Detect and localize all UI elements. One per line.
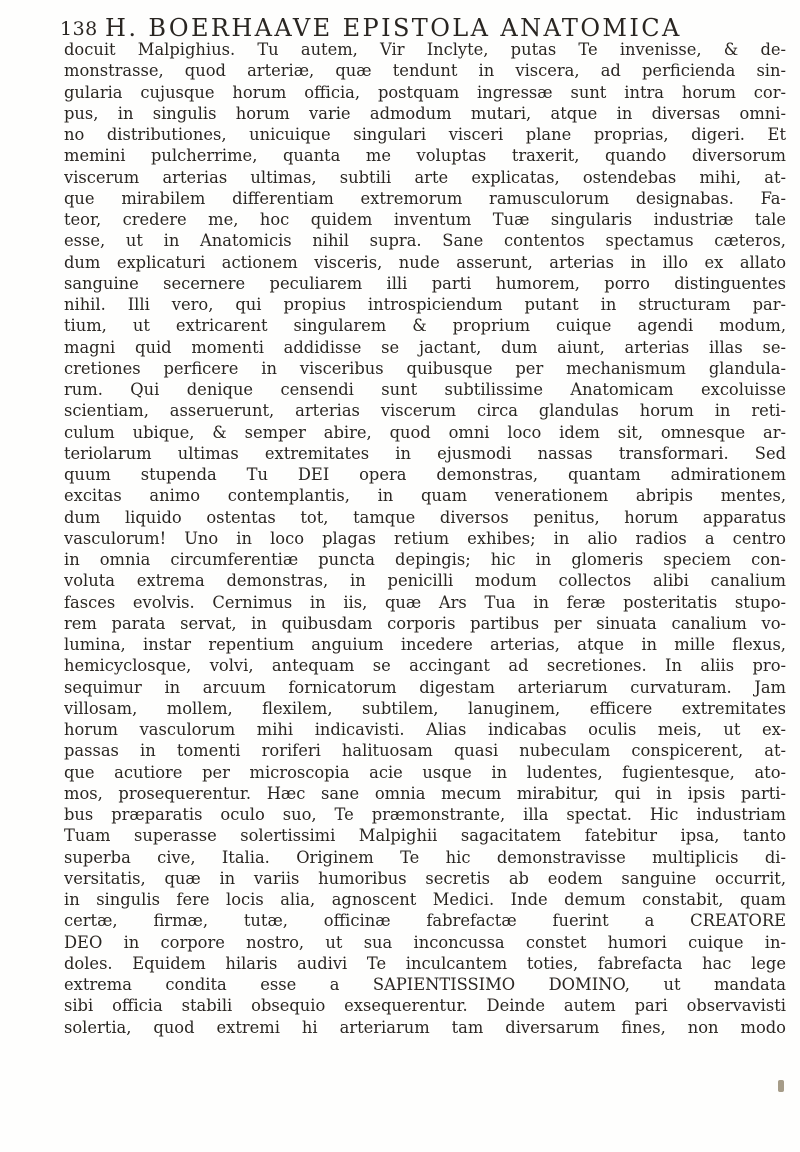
text-line: gularia cujusque horum officia, postquam ingressæ sunt intra horum cor- (64, 82, 786, 102)
text-line: fasces evolvis. Cernimus in iis, quæ Ars Tua in feræ posteritatis stupo- (64, 592, 786, 612)
text-line: DEO in corpore nostro, ut sua inconcussa constet humori cuique in- (64, 932, 786, 952)
text-line: pus, in singulis horum varie admodum mutari, atque in diversas omni- (64, 103, 786, 123)
text-line: voluta extrema demonstras, in penicilli modum collectos alibi canalium (64, 571, 786, 591)
text-line: nihil. Illi vero, qui propius introspiciendum putant in structuram par- (64, 295, 786, 314)
text-line: esse, ut in Anatomicis nihil supra. Sane contentos spectamus cæteros, (64, 231, 786, 251)
text-line: lumina, instar repentium anguium incedere arterias, atque in mille flexus, (64, 635, 786, 654)
text-line: monstrasse, quod arteriæ, quæ tendunt in viscera, ad perficienda sin- (64, 61, 786, 81)
text-line: magni quid momenti addidisse se jactant, dum aiunt, arterias illas se- (64, 337, 786, 357)
page-number: 138 (60, 18, 98, 40)
text-line: quum stupenda Tu DEI opera demonstras, quantam admirationem (64, 465, 786, 484)
text-line: dum liquido ostentas tot, tamque diversos penitus, horum apparatus (64, 507, 786, 527)
page-header (60, 8, 790, 42)
text-line: memini pulcherrime, quanta me voluptas traxerit, quando diversorum (64, 146, 786, 166)
running-head: H. BOERHAAVE EPISTOLA ANATOMICA (105, 14, 682, 42)
text-line: extrema condita esse a SAPIENTISSIMO DOMINO, ut mandata (64, 975, 786, 994)
text-line: superba cive, Italia. Originem Te hic demonstravisse multiplicis di- (64, 847, 786, 867)
text-line: bus præparatis oculo suo, Te præmonstrante, illa spectat. Hic industriam (64, 805, 786, 824)
text-line: in singulis fere locis alia, agnoscent Medici. Inde demum constabit, quam (64, 890, 786, 909)
text-line: sequimur in arcuum fornicatorum digestam arteriarum curvaturam. Jam (64, 677, 786, 697)
text-line: sibi officia stabili obsequio exsequerentur. Deinde autem pari observavisti (64, 996, 786, 1016)
text-line: versitatis, quæ in variis humoribus secretis ab eodem sanguine occurrit, (64, 868, 786, 888)
paper-mark (778, 1080, 784, 1092)
text-line: no distributiones, unicuique singulari visceri plane proprias, digeri. Et (64, 125, 786, 144)
text-line: sanguine secernere peculiarem illi parti humorem, porro distinguentes (64, 273, 786, 293)
text-line: cretiones perficere in visceribus quibusque per mechanismum glandula- (64, 358, 786, 378)
text-line: doles. Equidem hilaris audivi Te inculcantem toties, fabrefacta hac lege (64, 953, 786, 973)
text-line: tium, ut extricarent singularem & proprium cuique agendi modum, (64, 316, 786, 336)
text-line: Tuam superasse solertissimi Malpighii sagacitatem fatebitur ipsa, tanto (64, 826, 786, 846)
text-line: rem parata servat, in quibusdam corporis partibus per sinuata canalium vo- (64, 613, 786, 633)
text-line: horum vasculorum mihi indicavisti. Alias indicabas oculis meis, ut ex- (64, 720, 786, 739)
text-line: culum ubique, & semper abire, quod omni loco idem sit, omnesque ar- (64, 422, 786, 442)
text-line: excitas animo contemplantis, in quam venerationem abripis mentes, (64, 486, 786, 506)
text-line: in omnia circumferentiæ puncta depingis; hic in glomeris speciem con- (64, 550, 786, 569)
text-line: mos, prosequerentur. Hæc sane omnia mecum mirabitur, qui in ipsis parti- (64, 783, 786, 803)
text-line: dum explicaturi actionem visceris, nude asserunt, arterias in illo ex allato (64, 252, 786, 272)
text-line: teor, credere me, hoc quidem inventum Tuæ singularis industriæ tale (64, 210, 786, 229)
body-text (64, 39, 786, 1038)
text-line: solertia, quod extremi hi arteriarum tam diversarum fines, non modo (64, 1017, 786, 1037)
text-line: villosam, mollem, flexilem, subtilem, lanuginem, efficere extremitates (64, 698, 786, 718)
text-line: vasculorum! Uno in loco plagas retium exhibes; in alio radios a centro (64, 528, 786, 548)
text-line: scientiam, asseruerunt, arterias viscerum circa glandulas horum in reti- (64, 401, 786, 421)
text-line: hemicyclosque, volvi, antequam se accingant ad secretiones. In aliis pro- (64, 656, 786, 676)
text-line: que mirabilem differentiam extremorum ramusculorum designabas. Fa- (64, 188, 786, 208)
text-line: viscerum arterias ultimas, subtili arte explicatas, ostendebas mihi, at- (64, 167, 786, 187)
text-line: passas in tomenti roriferi halituosam quasi nubeculam conspicerent, at- (64, 741, 786, 761)
text-line: rum. Qui denique censendi sunt subtilissime Anatomicam excoluisse (64, 380, 786, 399)
text-line: docuit Malpighius. Tu autem, Vir Inclyte, putas Te invenisse, & de- (64, 40, 786, 59)
text-line: teriolarum ultimas extremitates in ejusmodi nassas transformari. Sed (64, 443, 786, 463)
text-line: certæ, firmæ, tutæ, officinæ fabrefactæ fuerint a CREATORE (64, 911, 786, 931)
text-line: que acutiore per microscopia acie usque in ludentes, fugientesque, ato- (64, 762, 786, 782)
